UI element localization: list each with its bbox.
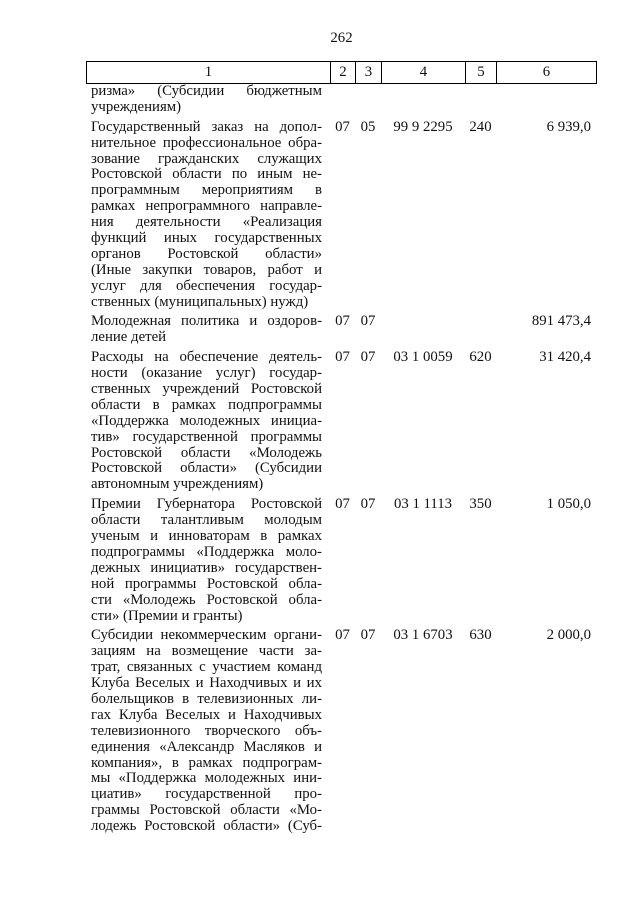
description-line: органов Ростовской области» [91,245,322,262]
description-line: болельщиков в телевизионных ли- [91,690,322,707]
expense-type-code: 620 [469,349,492,366]
description-line: ной программы Ростовской обла- [91,575,322,592]
description-line: нительное профессиональное обра- [91,134,322,151]
table-header-row [86,61,597,84]
expense-type-code: 630 [469,627,492,644]
description-line: «Поддержка молодежных инициа- [91,412,322,429]
subsection-code: 07 [360,313,376,330]
target-article-code: 99 9 2295 [393,118,453,135]
description-line: тив» государственной программы [91,428,322,445]
table-row [86,314,597,346]
header-cell-4: 4 [381,62,465,83]
header-cell-1: 1 [204,64,213,80]
section-code: 07 [335,349,350,366]
description-line: Государственный заказ на допол- [91,118,322,135]
header-cell-3: 3 [355,62,381,83]
section-code: 07 [335,627,350,644]
amount-value: 2 000,0 [546,627,591,644]
description-line: функций иных государственных [91,230,322,247]
expense-type-code: 240 [469,118,492,135]
header-cell-5: 5 [465,62,496,83]
description-line: ученым и инноваторам в рамках [91,528,322,545]
table-row [86,350,597,493]
description-line: автономным учреждениям) [91,476,264,493]
item-description [86,314,330,346]
description-line: мы «Поддержка молодежных ини- [91,770,322,787]
amount-value: 891 473,4 [531,313,591,330]
description-line: гах Клуба Веселых и Находчивых [91,706,322,723]
description-line: Молодежная политика и оздоров- [91,313,322,330]
table-row [86,628,597,835]
description-line: Премии Губернатора Ростовской [91,496,322,513]
description-line: компания», в рамках подпрограм- [91,754,322,771]
description-line: ственных (муниципальных) нужд) [91,293,309,310]
target-article-code [381,314,465,330]
description-line: граммы Ростовской области «Мо- [91,802,322,819]
description-line: программным мероприятиям в [91,182,322,199]
description-line: Ростовской области» (Субсидии [91,460,322,477]
budget-table [86,61,597,835]
target-article-code: 03 1 1113 [393,496,453,513]
page-number: 262 [330,30,353,46]
item-description [86,84,330,116]
section-code: 07 [335,313,350,330]
description-line: лодежь Ростовской области» (Суб- [91,818,322,835]
description-line: Ростовской области «Молодежь [91,444,322,461]
description-line: Расходы на обеспечение деятель- [91,349,322,366]
description-line: ния деятельности «Реализация [91,214,322,231]
amount-value [496,84,597,100]
section-code: 07 [335,496,350,513]
description-line: услуг для обеспечения государ- [91,277,322,294]
header-cell-6: 6 [496,62,596,83]
description-line: сти» (Премии и гранты) [91,607,243,624]
description-line: циатив» государственной про- [91,786,322,803]
description-line: зование гражданских служащих [91,150,322,167]
header-cell-2: 2 [330,62,355,83]
amount-value: 1 050,0 [546,496,591,513]
item-description [86,628,330,835]
target-article-code: 03 1 0059 [393,349,453,366]
expense-type-code: 350 [469,496,492,513]
description-line: области в рамках подпрограммы [91,396,322,413]
expense-type-code [465,84,496,100]
target-article-code: 03 1 6703 [393,627,453,644]
target-article-code [381,84,465,100]
item-description [86,497,330,624]
description-line: зациям на возмещение части за- [91,643,322,660]
description-line: учреждениям) [91,98,182,115]
subsection-code [355,84,381,100]
description-line: трат, связанных с участием команд [91,659,322,676]
description-line: (Иные закупки товаров, работ и [91,261,322,278]
description-line: ности (оказание услуг) государ- [91,365,322,382]
description-line: Субсидии некоммерческим органи- [91,627,322,644]
table-body [86,84,597,835]
description-line: дежных инициатив» государствен- [91,559,322,576]
description-line: Клуба Веселых и Находчивых и их [91,675,322,692]
description-line: подпрограммы «Поддержка моло- [91,543,322,560]
table-row [86,120,597,311]
description-line: области талантливым молодым [91,512,322,529]
item-description [86,120,330,311]
item-description [86,350,330,493]
expense-type-code [465,314,496,330]
amount-value: 6 939,0 [546,118,591,135]
table-row [86,497,597,624]
section-code: 07 [335,118,350,135]
description-line: ризма» (Субсидии бюджетным [91,83,322,99]
description-line: ление детей [91,329,167,346]
subsection-code: 07 [360,496,376,513]
subsection-code: 05 [360,118,376,135]
table-row [86,84,597,116]
description-line: Ростовской области по иным не- [91,166,322,183]
description-line: единения «Александр Масляков и [91,738,322,755]
description-line: сти «Молодежь Ростовской обла- [91,591,322,608]
subsection-code: 07 [360,627,376,644]
section-code [330,84,355,100]
amount-value: 31 420,4 [539,349,591,366]
subsection-code: 07 [360,349,376,366]
description-line: телевизионного творческого объ- [91,722,322,739]
description-line: рамках непрограммного направле- [91,198,322,215]
description-line: ственных учреждений Ростовской [91,381,322,398]
